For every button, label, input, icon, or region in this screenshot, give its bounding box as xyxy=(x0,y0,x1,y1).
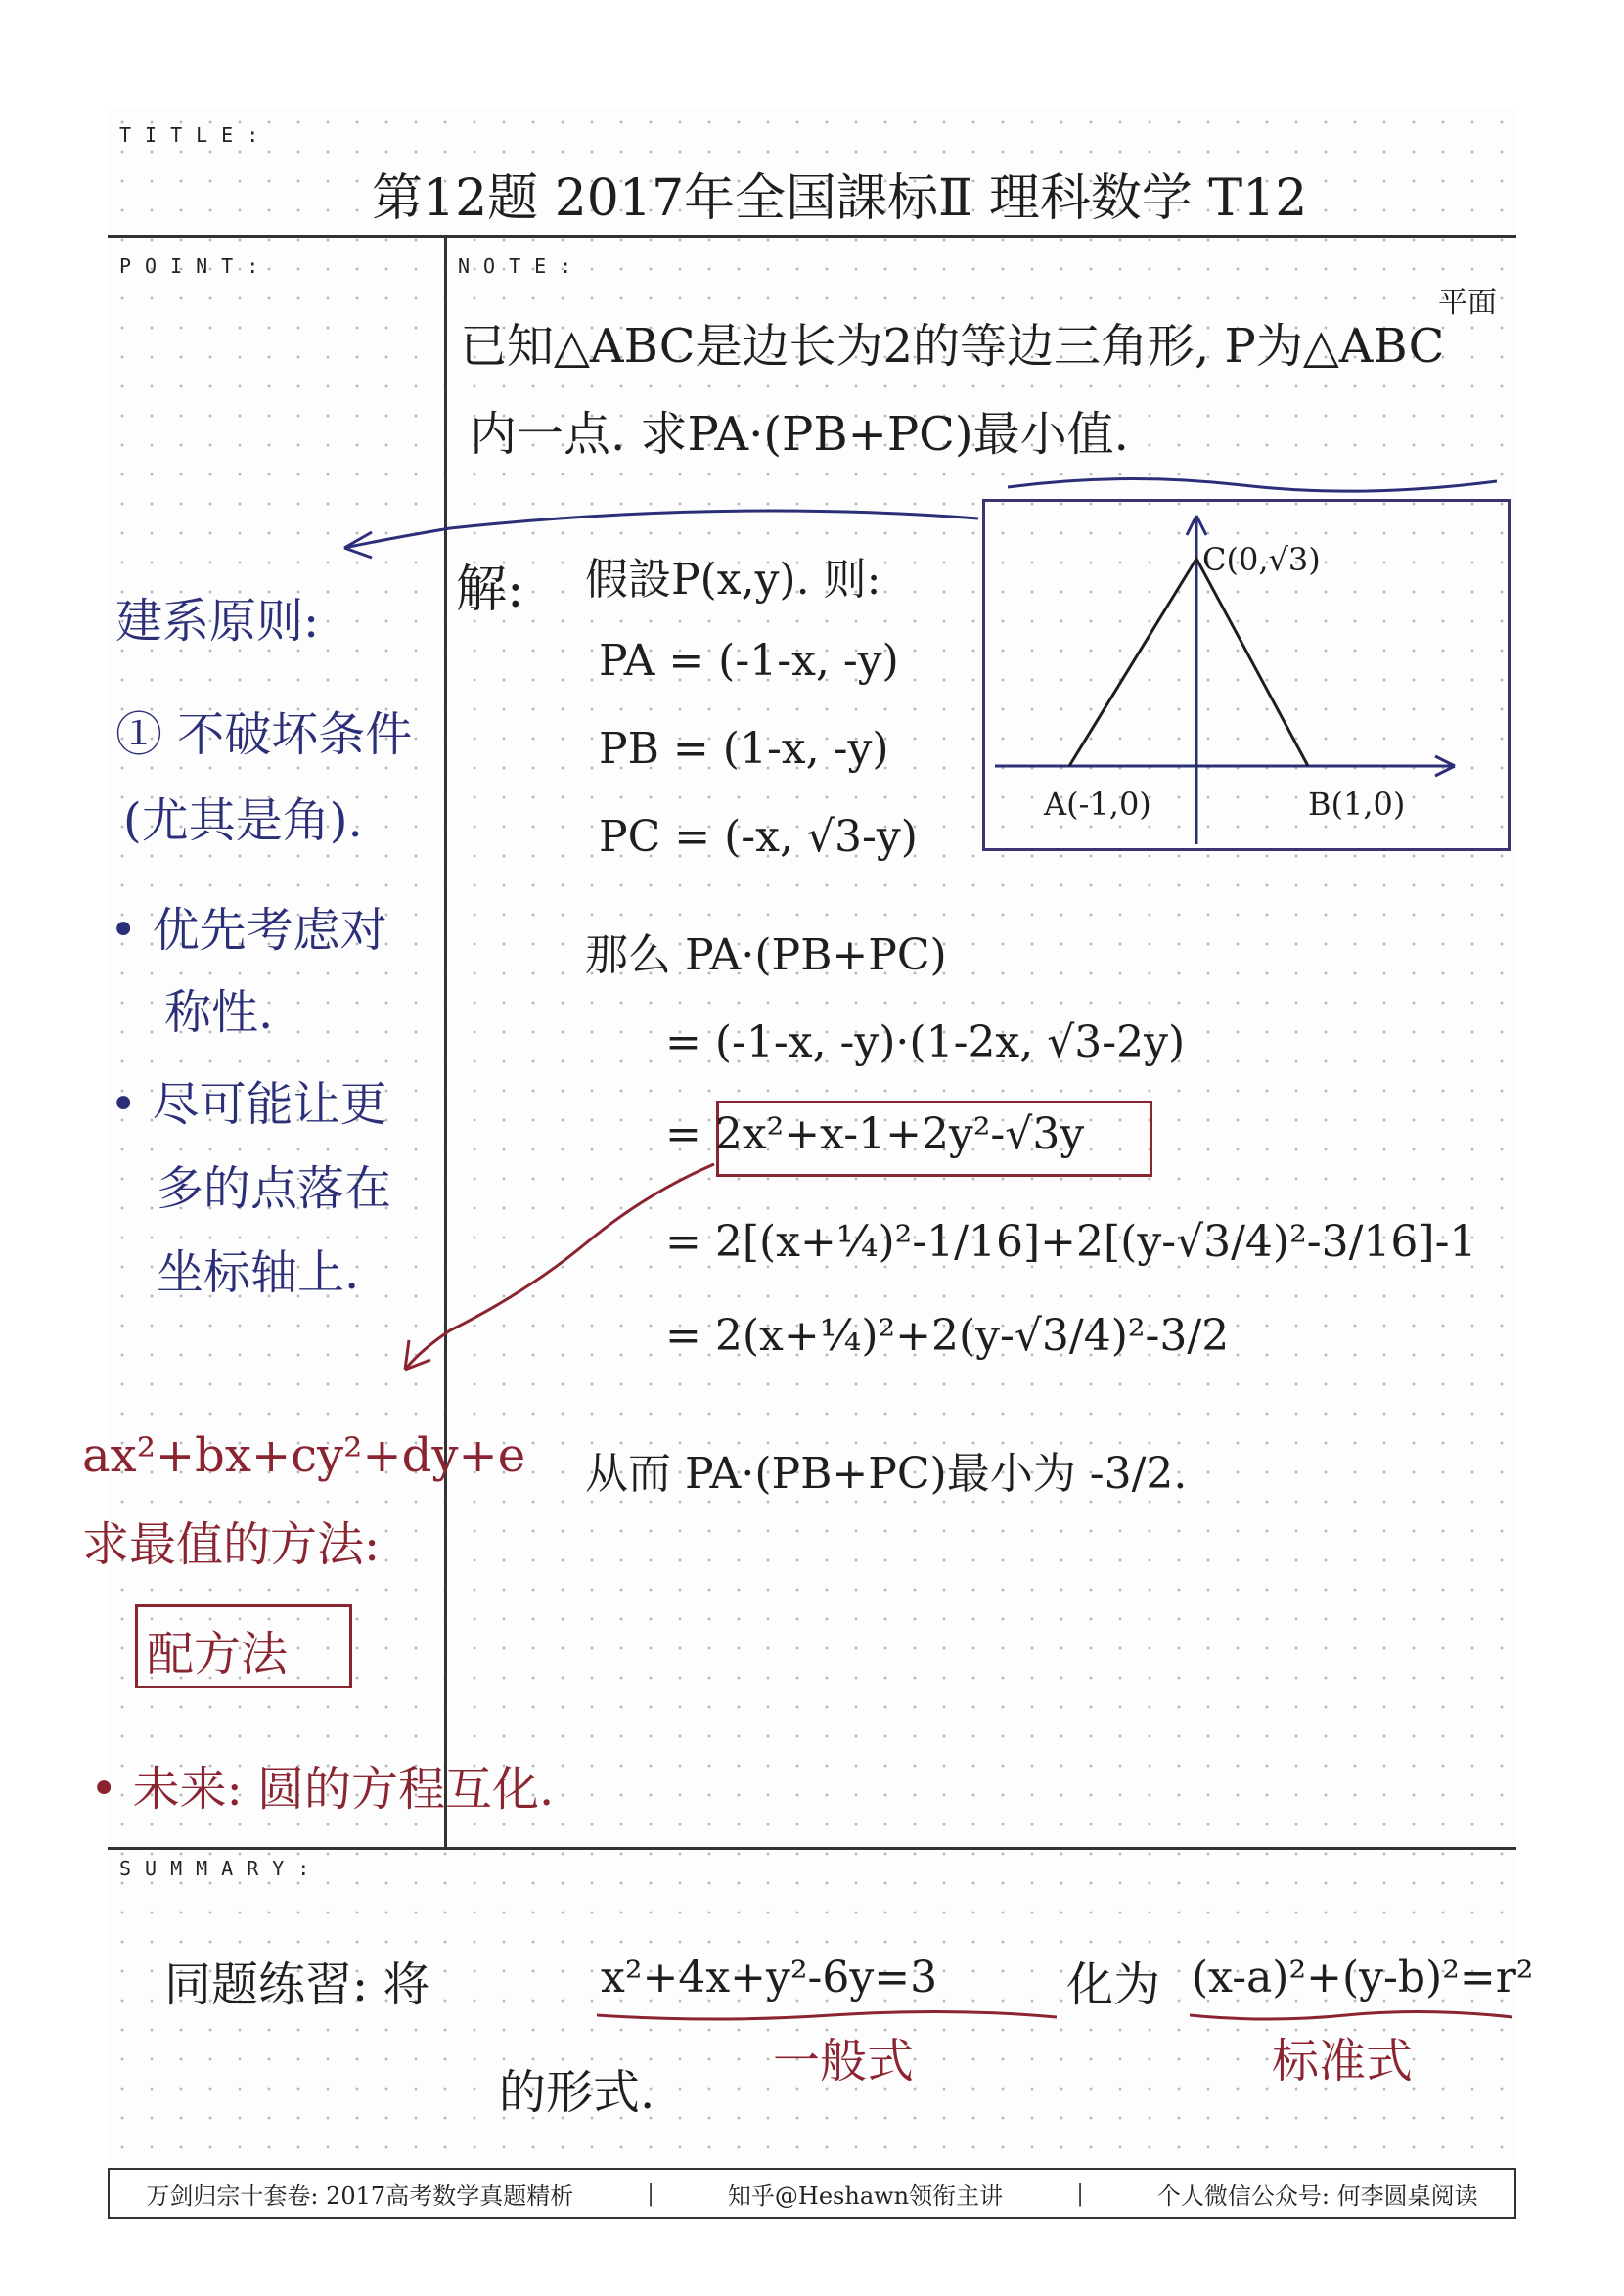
summary-equation: x²+4x+y²-6y=3 xyxy=(601,1953,938,2003)
footer-separator-2: | xyxy=(1075,2180,1085,2207)
point-label: POINT: xyxy=(119,254,273,278)
vector-pb: PB = (1-x, -y) xyxy=(599,724,889,774)
point-rule-3c: 坐标轴上. xyxy=(157,1245,360,1300)
label-point-a: A(-1,0) xyxy=(1044,786,1151,823)
solution-setup: 假設P(x,y). 则: xyxy=(585,555,881,605)
title-label: TITLE: xyxy=(119,123,273,147)
summary-label: SUMMARY: xyxy=(119,1857,324,1880)
page-title: 第12题 2017年全国課标Ⅱ 理科数学 T12 xyxy=(372,169,1308,228)
summary-tag-general: 一般式 xyxy=(773,2034,915,2089)
summary-exercise: 同题练習: 将 xyxy=(164,1958,430,2012)
label-point-b: B(1,0) xyxy=(1308,786,1406,823)
solution-conclusion: 从而 PA·(PB+PC)最小为 -3/2. xyxy=(585,1449,1188,1499)
vector-pa: PA = (-1-x, -y) xyxy=(599,636,899,686)
footer-wechat: 个人微信公众号: 何李圆桌阅读 xyxy=(1156,2182,1478,2210)
coordinate-diagram xyxy=(982,499,1511,851)
connector-arrow-bottom xyxy=(391,1154,724,1389)
summary-tag-standard: 标准式 xyxy=(1272,2034,1414,2089)
solution-label: 解: xyxy=(456,561,524,619)
title-rule xyxy=(108,235,1516,238)
step-1: 那么 PA·(PB+PC) xyxy=(585,930,947,980)
point-rule-3: • 尽可能让更 xyxy=(110,1077,387,1132)
point-future: • 未来: 圆的方程互化. xyxy=(90,1762,555,1817)
problem-line-2: 内一点. 求PA·(PB+PC)最小值. xyxy=(470,407,1129,462)
summary-standard: (x-a)²+(y-b)²=r² xyxy=(1192,1953,1534,2003)
point-principle: 建系原则: xyxy=(115,594,320,649)
point-method: 配方法 xyxy=(147,1627,289,1682)
footer-bar xyxy=(108,2168,1516,2219)
point-quadratic-method: 求最值的方法: xyxy=(82,1517,381,1572)
footer-book: 万剑归宗十套卷: 2017高考数学真题精析 xyxy=(146,2182,574,2210)
summary-rule xyxy=(108,1847,1516,1850)
point-rule-1: ① 不破坏条件 xyxy=(115,707,413,762)
point-rule-1b: (尤其是角). xyxy=(123,793,363,848)
problem-line-1: 已知△ABC是边长为2的等边三角形, P为△ABC xyxy=(460,319,1445,374)
step-5: = 2(x+¼)²+2(y-√3/4)²-3/2 xyxy=(665,1311,1230,1361)
step-2: = (-1-x, -y)·(1-2x, √3-2y) xyxy=(665,1017,1186,1067)
summary-convert: 化为 xyxy=(1066,1958,1161,2012)
problem-annotation: 平面 xyxy=(1438,286,1497,320)
footer-separator-1: | xyxy=(647,2180,655,2207)
point-quadratic: ax²+bx+cy²+dy+e xyxy=(82,1428,526,1483)
label-point-c: C(0,√3) xyxy=(1202,541,1321,578)
note-label: NOTE: xyxy=(458,254,586,278)
step-4: = 2[(x+¼)²-1/16]+2[(y-√3/4)²-3/16]-1 xyxy=(665,1217,1477,1267)
column-divider xyxy=(444,235,447,1849)
vector-pc: PC = (-x, √3-y) xyxy=(599,812,918,862)
step-3: = 2x²+x-1+2y²-√3y xyxy=(665,1109,1085,1159)
point-rule-2b: 称性. xyxy=(164,985,274,1040)
point-rule-2: • 优先考虑对 xyxy=(110,903,387,958)
footer-author: 知乎@Heshawn领衔主讲 xyxy=(727,2182,1004,2210)
summary-form: 的形式. xyxy=(499,2065,655,2120)
point-rule-3b: 多的点落在 xyxy=(157,1161,392,1216)
